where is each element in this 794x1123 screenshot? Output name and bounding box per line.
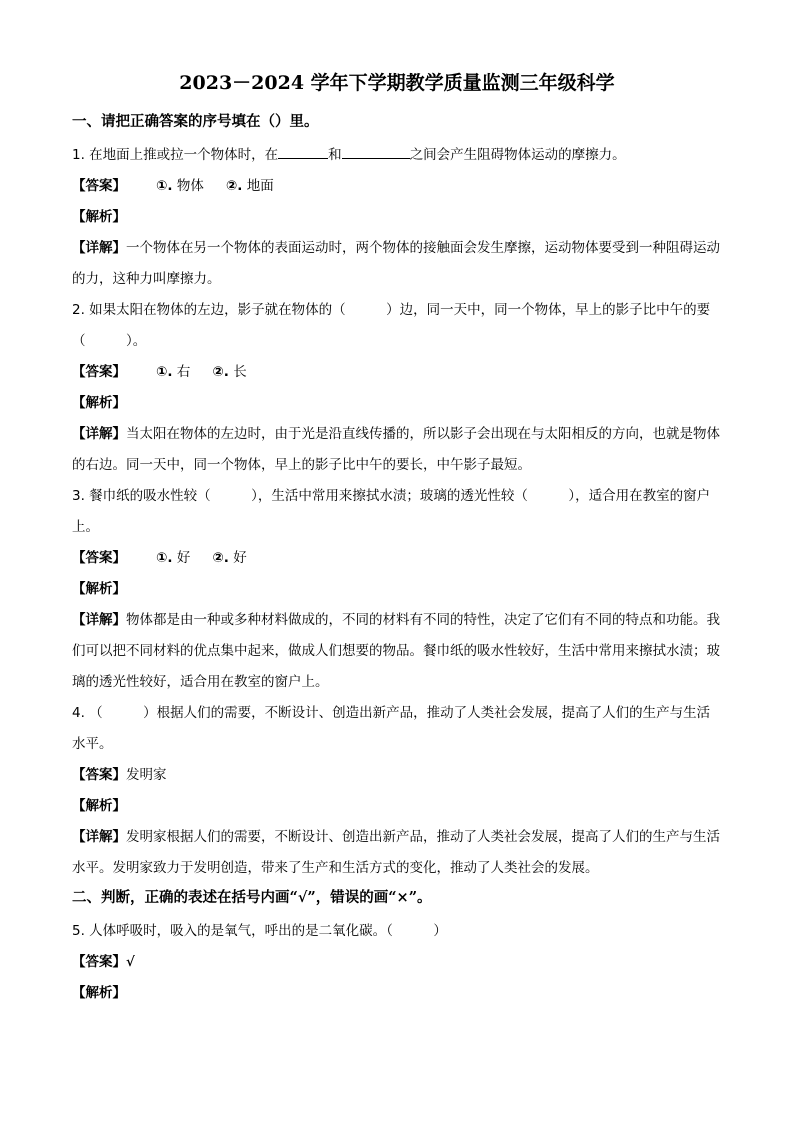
section-heading-true-false: 二、判断，正确的表述在括号内画“√”，错误的画“×”。	[72, 889, 432, 906]
detail-label: 【详解】	[72, 240, 126, 256]
question-3: 3. 餐巾纸的吸水性较（ ），生活中常用来擦拭水渍；玻璃的透光性较（ ），适合用在教室的窗户上。	[72, 488, 711, 535]
answer-number: ②.	[212, 364, 229, 380]
question-5: 5. 人体呼吸时，吸入的是氧气，呼出的是二氧化碳。（ ）	[72, 923, 447, 939]
answer-value: 发明家	[126, 767, 167, 783]
question-1	[72, 140, 722, 171]
answer-blank-2	[342, 144, 410, 159]
detail-paragraph-4	[72, 822, 722, 884]
analysis-row-4	[72, 791, 722, 822]
detail-text: 一个物体在另一个物体的表面运动时，两个物体的接触面会发生摩擦，运动物体要受到一种阻碍运动的力，这种力叫摩擦力。	[72, 240, 720, 287]
answer-label: 【答案】	[72, 364, 126, 380]
answer-value: 右	[176, 364, 191, 380]
answer-value: 长	[233, 364, 247, 380]
answer-row-3	[72, 543, 722, 574]
detail-text: 当太阳在物体的左边时，由于光是沿直线传播的，所以影子会出现在与太阳相反的方向，也就是物体的右边。同一天中，同一个物体，早上的影子比中午的要长，中午影子最短。	[72, 426, 720, 473]
answer-row-2	[72, 357, 722, 388]
detail-text: 物体都是由一种或多种材料做成的，不同的材料有不同的特性，决定了它们有不同的特点和功能。我们可以把不同材料的优点集中起来，做成人们想要的物品。餐巾纸的吸水性较好，生活中常用来擦拭水渍；玻璃的透光性较好，适合用在教室的窗户上。	[72, 612, 720, 690]
answer-value: 好	[176, 550, 191, 566]
answer-number: ②.	[225, 178, 243, 194]
q1-text-c: 之间会产生阻碍物体运动的摩擦力。	[409, 147, 626, 163]
detail-paragraph-1	[72, 233, 722, 295]
question-2: 2. 如果太阳在物体的左边，影子就在物体的（ ）边，同一天中，同一个物体，早上的影子比中午的要（ ）。	[72, 302, 711, 349]
detail-label: 【详解】	[72, 426, 126, 442]
detail-label: 【详解】	[72, 829, 126, 845]
analysis-label: 【解析】	[72, 581, 126, 597]
answer-value: √	[126, 954, 135, 970]
answer-label: 【答案】	[72, 178, 126, 194]
answer-value: 地面	[246, 178, 274, 194]
analysis-row-5	[72, 978, 722, 1009]
detail-text: 发明家根据人们的需要，不断设计、创造出新产品，推动了人类社会发展，提高了人们的生产与生活水平。发明家致力于发明创造，带来了生产和生活方式的变化，推动了人类社会的发展。	[72, 829, 720, 876]
answer-value: 好	[233, 550, 247, 566]
answer-row-4	[72, 760, 722, 791]
detail-paragraph-2	[72, 419, 722, 481]
section-heading-fill-in: 一、请把正确答案的序号填在（）里。	[72, 113, 319, 130]
document-title: 2023－2024 学年下学期教学质量监测三年级科学	[179, 72, 615, 94]
analysis-label: 【解析】	[72, 798, 126, 814]
answer-label: 【答案】	[72, 767, 126, 783]
answer-number: ②.	[212, 550, 229, 566]
analysis-row-1	[72, 202, 722, 233]
answer-row-5	[72, 947, 722, 978]
answer-number: ①.	[156, 550, 173, 566]
analysis-label: 【解析】	[72, 395, 126, 411]
answer-label: 【答案】	[72, 954, 126, 970]
answer-number: ①.	[156, 178, 173, 194]
q1-text-b: 和	[328, 147, 342, 163]
answer-value: 物体	[176, 178, 204, 194]
answer-row-1	[72, 171, 722, 202]
answer-number: ①.	[156, 364, 173, 380]
question-4: 4. （ ）根据人们的需要，不断设计、创造出新产品，推动了人类社会发展，提高了人们的生产与生活水平。	[72, 705, 711, 752]
analysis-row-2	[72, 388, 722, 419]
analysis-label: 【解析】	[72, 209, 126, 225]
detail-paragraph-3	[72, 605, 722, 698]
q1-text-a: 1. 在地面上推或拉一个物体时，在	[72, 147, 279, 163]
answer-label: 【答案】	[72, 550, 126, 566]
analysis-row-3	[72, 574, 722, 605]
answer-blank-1	[278, 144, 328, 159]
analysis-label: 【解析】	[72, 985, 126, 1001]
detail-label: 【详解】	[72, 612, 126, 628]
